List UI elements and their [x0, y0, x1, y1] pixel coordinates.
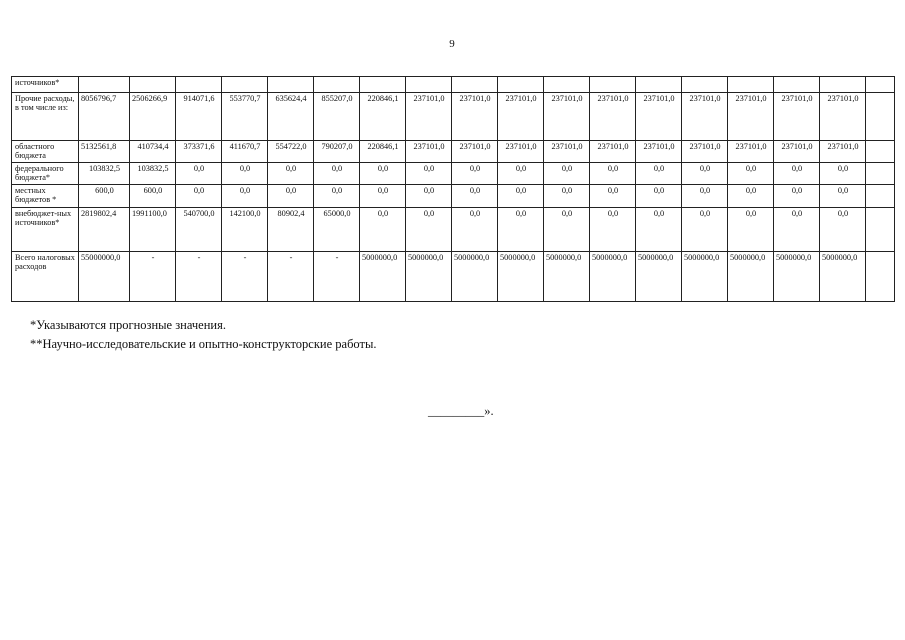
- table-cell: 0,0: [176, 163, 222, 185]
- footnote-rnd: **Научно-исследовательские и опытно-конструкторские работы.: [30, 337, 377, 351]
- table-cell: 220846,1: [360, 141, 406, 163]
- table-cell: 237101,0: [452, 93, 498, 141]
- table-cell: [636, 77, 682, 93]
- table-cell: 2506266,9: [130, 93, 176, 141]
- table-cell: 553770,7: [222, 93, 268, 141]
- table-cell: 0,0: [176, 185, 222, 208]
- table-cell: 0,0: [820, 208, 866, 252]
- table-cell: [544, 77, 590, 93]
- table-cell: 0,0: [498, 208, 544, 252]
- table-cell: [360, 77, 406, 93]
- table-row: [12, 208, 895, 252]
- table-cell: [176, 77, 222, 93]
- table-cell: [866, 77, 895, 93]
- table-cell: 1991100,0: [130, 208, 176, 252]
- table-cell: [866, 252, 895, 302]
- table-cell: [452, 77, 498, 93]
- row-label: Всего налоговых расходов: [12, 252, 79, 302]
- table-row: [12, 252, 895, 302]
- table-cell: 237101,0: [544, 93, 590, 141]
- table-cell: 0,0: [728, 185, 774, 208]
- table-cell: 5000000,0: [544, 252, 590, 302]
- table-row: [12, 185, 895, 208]
- table-cell: 0,0: [728, 208, 774, 252]
- table-cell: 237101,0: [406, 93, 452, 141]
- table-cell: 600,0: [79, 185, 130, 208]
- table-row: [12, 93, 895, 141]
- table-cell: 237101,0: [498, 141, 544, 163]
- table-cell: 237101,0: [498, 93, 544, 141]
- table-row: [12, 163, 895, 185]
- table-cell: 5000000,0: [498, 252, 544, 302]
- row-label: внебюджет-ных источников*: [12, 208, 79, 252]
- table-cell: 8056796,7: [79, 93, 130, 141]
- table-cell: 411670,7: [222, 141, 268, 163]
- table-cell: 0,0: [360, 185, 406, 208]
- table-cell: -: [130, 252, 176, 302]
- table-cell: [866, 208, 895, 252]
- table-cell: [314, 77, 360, 93]
- row-label: Прочие расходы, в том числе из:: [12, 93, 79, 141]
- row-label: источников*: [12, 77, 79, 93]
- table-cell: 0,0: [636, 163, 682, 185]
- row-label: федерального бюджета*: [12, 163, 79, 185]
- table-cell: 5000000,0: [452, 252, 498, 302]
- table-cell: 237101,0: [728, 141, 774, 163]
- table-cell: 103832,5: [130, 163, 176, 185]
- table-cell: [682, 77, 728, 93]
- table-cell: -: [268, 252, 314, 302]
- table-cell: [406, 77, 452, 93]
- table-cell: 237101,0: [774, 141, 820, 163]
- table-cell: 0,0: [774, 163, 820, 185]
- table-cell: 237101,0: [590, 93, 636, 141]
- table-cell: [268, 77, 314, 93]
- table-cell: 0,0: [682, 185, 728, 208]
- table-cell: 0,0: [774, 185, 820, 208]
- table-cell: -: [176, 252, 222, 302]
- table-cell: -: [314, 252, 360, 302]
- table-cell: 0,0: [406, 163, 452, 185]
- table-cell: 237101,0: [820, 141, 866, 163]
- table-cell: 0,0: [682, 208, 728, 252]
- table-cell: 0,0: [590, 163, 636, 185]
- table-cell: 0,0: [222, 163, 268, 185]
- table-cell: [222, 77, 268, 93]
- table-cell: 373371,6: [176, 141, 222, 163]
- table-cell: 635624,4: [268, 93, 314, 141]
- table-cell: 237101,0: [636, 93, 682, 141]
- table-cell: 540700,0: [176, 208, 222, 252]
- budget-table: [11, 76, 895, 302]
- table-cell: 237101,0: [590, 141, 636, 163]
- table-row: [12, 141, 895, 163]
- table-cell: 0,0: [498, 163, 544, 185]
- table-cell: 0,0: [682, 163, 728, 185]
- table-cell: [866, 93, 895, 141]
- table-cell: 80902,4: [268, 208, 314, 252]
- table-cell: 0,0: [820, 185, 866, 208]
- table-cell: 237101,0: [544, 141, 590, 163]
- table-cell: 0,0: [406, 208, 452, 252]
- table-cell: [866, 185, 895, 208]
- table-cell: [498, 77, 544, 93]
- table-cell: 0,0: [314, 185, 360, 208]
- table-cell: 0,0: [636, 208, 682, 252]
- row-label: областного бюджета: [12, 141, 79, 163]
- table-cell: 237101,0: [406, 141, 452, 163]
- table-cell: 220846,1: [360, 93, 406, 141]
- table-cell: 5000000,0: [360, 252, 406, 302]
- table-cell: 0,0: [774, 208, 820, 252]
- table-cell: 855207,0: [314, 93, 360, 141]
- table-cell: 55000000,0: [79, 252, 130, 302]
- table-cell: 5000000,0: [406, 252, 452, 302]
- table-cell: 103832,5: [79, 163, 130, 185]
- table-cell: 0,0: [268, 163, 314, 185]
- table-cell: [774, 77, 820, 93]
- table-cell: 0,0: [452, 163, 498, 185]
- table-cell: [590, 77, 636, 93]
- table-cell: 0,0: [222, 185, 268, 208]
- table-cell: 237101,0: [452, 141, 498, 163]
- table-cell: 0,0: [544, 185, 590, 208]
- table-cell: 142100,0: [222, 208, 268, 252]
- table-cell: 237101,0: [682, 93, 728, 141]
- table-cell: 600,0: [130, 185, 176, 208]
- table-cell: [866, 141, 895, 163]
- table-cell: 2819802,4: [79, 208, 130, 252]
- table-cell: 0,0: [728, 163, 774, 185]
- table-cell: 0,0: [820, 163, 866, 185]
- footnote-estimated: *Указываются прогнозные значения.: [30, 318, 226, 332]
- table-cell: 237101,0: [682, 141, 728, 163]
- table-cell: 5000000,0: [774, 252, 820, 302]
- table-cell: 5000000,0: [636, 252, 682, 302]
- table-cell: 0,0: [268, 185, 314, 208]
- table-cell: -: [222, 252, 268, 302]
- table-cell: 5132561,8: [79, 141, 130, 163]
- end-mark: _________».: [428, 404, 494, 418]
- table-cell: 237101,0: [728, 93, 774, 141]
- table-cell: 914071,6: [176, 93, 222, 141]
- table-cell: 410734,4: [130, 141, 176, 163]
- table-cell: 0,0: [544, 208, 590, 252]
- table-cell: 5000000,0: [590, 252, 636, 302]
- table-cell: 0,0: [636, 185, 682, 208]
- table-cell: [728, 77, 774, 93]
- table-cell: [820, 77, 866, 93]
- table-row: [12, 77, 895, 93]
- table-cell: 790207,0: [314, 141, 360, 163]
- table-cell: [130, 77, 176, 93]
- table-cell: [866, 163, 895, 185]
- table-cell: 237101,0: [820, 93, 866, 141]
- table-cell: 0,0: [360, 208, 406, 252]
- table-cell: 0,0: [406, 185, 452, 208]
- table-cell: 0,0: [590, 208, 636, 252]
- row-label: местных бюджетов *: [12, 185, 79, 208]
- table-cell: 0,0: [452, 208, 498, 252]
- table-cell: 5000000,0: [682, 252, 728, 302]
- table-cell: [79, 77, 130, 93]
- table-cell: 0,0: [314, 163, 360, 185]
- table-cell: 5000000,0: [820, 252, 866, 302]
- table-cell: 237101,0: [636, 141, 682, 163]
- table-cell: 0,0: [544, 163, 590, 185]
- table-cell: 0,0: [498, 185, 544, 208]
- table-cell: 554722,0: [268, 141, 314, 163]
- table-cell: 5000000,0: [728, 252, 774, 302]
- page-number: 9: [449, 38, 455, 50]
- table-cell: 0,0: [590, 185, 636, 208]
- table-cell: 0,0: [452, 185, 498, 208]
- table-cell: 0,0: [360, 163, 406, 185]
- table-cell: 65000,0: [314, 208, 360, 252]
- table-cell: 237101,0: [774, 93, 820, 141]
